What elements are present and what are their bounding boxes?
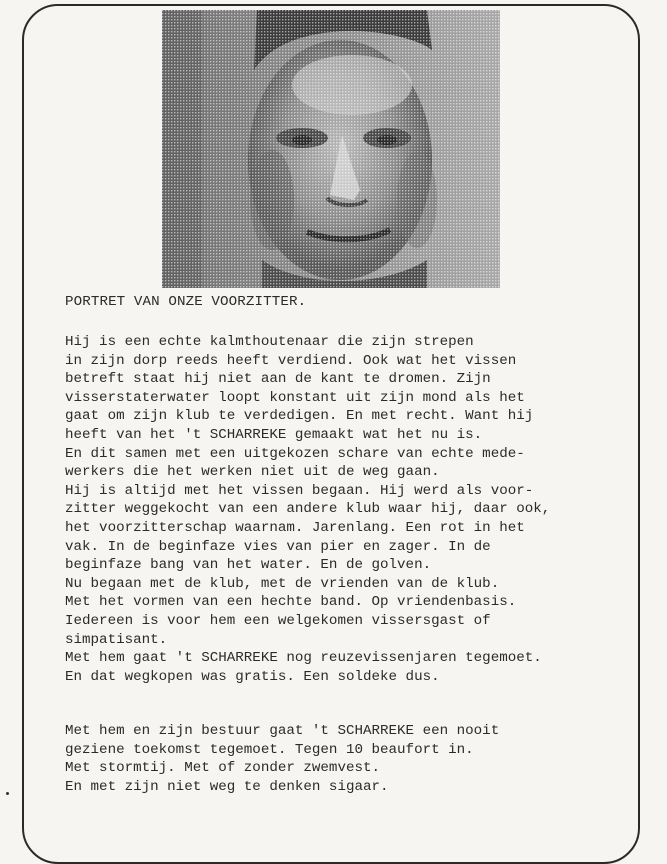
text-line: Met het vormen van een hechte band. Op vriendenbasis. — [65, 594, 517, 611]
text-line: Hij is altijd met het vissen begaan. Hij werd als voor- — [65, 482, 534, 499]
text-line: beginfaze bang van het water. En de golven. — [65, 557, 432, 574]
article-paragraph-1 — [65, 333, 625, 686]
text-line: Met hem gaat 't SCHARREKE nog reuzevissenjaren tegemoet. — [65, 650, 542, 667]
text-line: zitter weggekocht van een andere klub waar hij, daar ook, — [65, 501, 551, 518]
text-line: simpatisant. — [65, 631, 168, 648]
text-line: En dit samen met een uitgekozen schare van echte mede- — [65, 445, 525, 462]
text-line: het voorzitterschap waarnam. Jarenlang. Een rot in het — [65, 519, 525, 536]
portrait-halftone-image — [162, 10, 500, 288]
text-line: Nu begaan met de klub, met de vrienden van de klub. — [65, 575, 500, 592]
text-line: Hij is een echte kalmthoutenaar die zijn strepen — [65, 334, 474, 350]
scan-speck — [6, 792, 9, 795]
text-line: heeft van het 't SCHARREKE gemaakt wat het nu is. — [65, 426, 483, 443]
portrait-photo — [162, 10, 500, 288]
article-caption: PORTRET VAN ONZE VOORZITTER. — [65, 294, 307, 310]
text-line: geziene toekomst tegemoet. Tegen 10 beaufort in. — [65, 741, 474, 758]
text-line: En dat wegkopen was gratis. Een soldeke dus. — [65, 668, 440, 685]
article-paragraph-2 — [65, 722, 625, 796]
text-line: gaat om zijn klub te verdedigen. En met recht. Want hij — [65, 408, 534, 425]
text-line: Met stormtij. Met of zonder zwemvest. — [65, 760, 381, 777]
text-line: betreft staat hij niet aan de kant te dromen. Zijn — [65, 371, 491, 388]
text-line: vak. In de beginfaze vies van pier en zager. In de — [65, 538, 491, 555]
text-line: En met zijn niet weg te denken sigaar. — [65, 778, 389, 795]
text-line: Met hem en zijn bestuur gaat 't SCHARREKE een nooit — [65, 723, 500, 739]
text-line: werkers die het werken niet uit de weg gaan. — [65, 464, 440, 481]
text-line: Iedereen is voor hem een welgekomen vissersgast of — [65, 612, 491, 629]
text-line: in zijn dorp reeds heeft verdiend. Ook wat het vissen — [65, 352, 517, 369]
text-line: visserstaterwater loopt konstant uit zijn mond als het — [65, 389, 525, 406]
